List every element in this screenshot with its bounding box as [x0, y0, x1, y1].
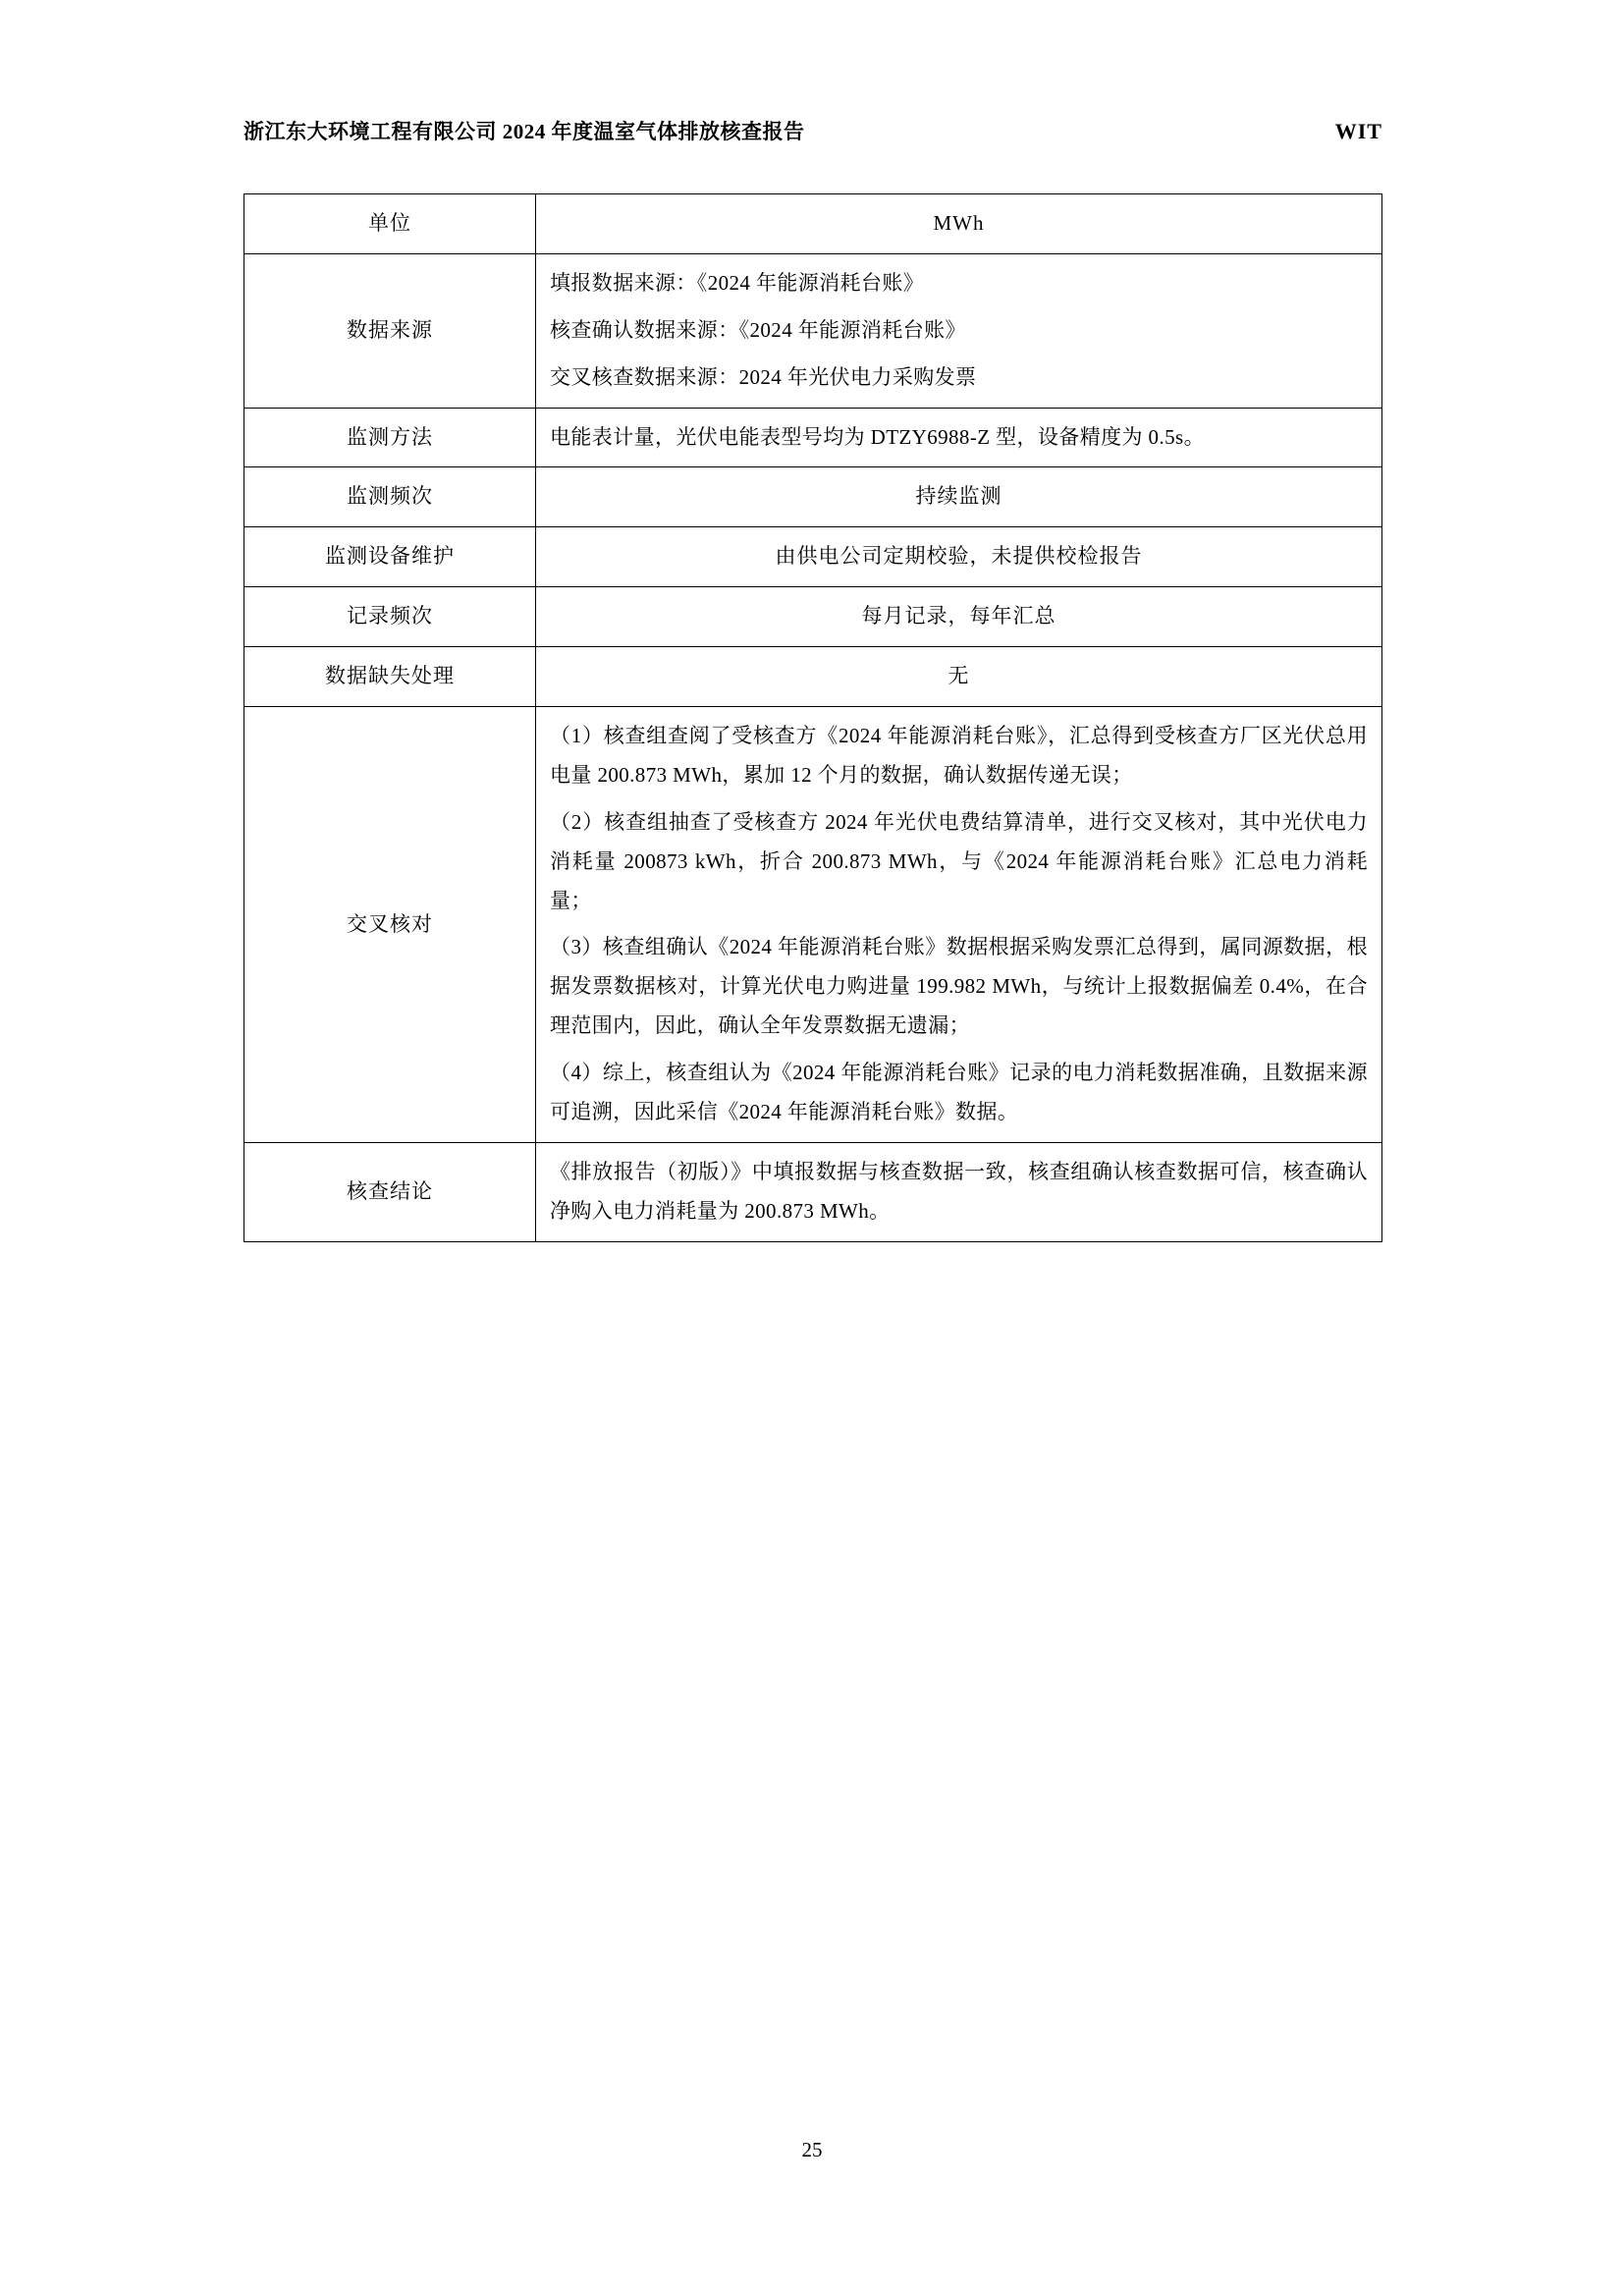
table-row [244, 253, 1382, 408]
header-logo-text: WIT [1334, 119, 1382, 143]
row-value-missing-data: 无 [536, 647, 1382, 707]
paragraph: （4）综上，核查组认为《2024 年能源消耗台账》记录的电力消耗数据准确，且数据来源可追溯，因此采信《2024 年能源消耗台账》数据。 [550, 1061, 1368, 1124]
table-row [244, 1142, 1382, 1241]
table-row [244, 527, 1382, 587]
row-label-monitoring-method: 监测方法 [244, 408, 536, 467]
paragraph: 交叉核查数据来源：2024 年光伏电力采购发票 [550, 364, 977, 389]
page-header [244, 116, 1382, 145]
table-row [244, 707, 1382, 1143]
verification-table [244, 193, 1382, 1242]
table-body [244, 194, 1382, 1242]
row-value-conclusion [536, 1142, 1382, 1241]
paragraph: 核查确认数据来源：《2024 年能源消耗台账》 [550, 317, 966, 342]
row-value-monitoring-frequency: 持续监测 [536, 467, 1382, 527]
row-label-data-source: 数据来源 [244, 253, 536, 408]
row-value-equipment-maintenance: 由供电公司定期校验，未提供校检报告 [536, 527, 1382, 587]
table-row [244, 587, 1382, 647]
paragraph: 《排放报告（初版）》中填报数据与核查数据一致，核查组确认核查数据可信，核查确认净购入电力消耗量为 200.873 MWh。 [550, 1159, 1368, 1223]
paragraph: （1）核查组查阅了受核查方《2024 年能源消耗台账》，汇总得到受核查方厂区光伏总用电量 200.873 MWh，累加 12 个月的数据，确认数据传递无误； [550, 724, 1368, 787]
row-label-monitoring-frequency: 监测频次 [244, 467, 536, 527]
table-row [244, 408, 1382, 467]
paragraph: （2）核查组抽查了受核查方 2024 年光伏电费结算清单，进行交叉核对，其中光伏电力消耗量 200873 kWh，折合 200.873 MWh，与《2024 年能源消耗台账》汇总电力消耗量； [550, 809, 1368, 912]
row-value-data-source [536, 253, 1382, 408]
row-label-record-frequency: 记录频次 [244, 587, 536, 647]
paragraph: （3）核查组确认《2024 年能源消耗台账》数据根据采购发票汇总得到，属同源数据，根据发票数据核对，计算光伏电力购进量 199.982 MWh，与统计上报数据偏差 0.4%，在合理范围内，因此，确认全年发票数据无遗漏； [550, 935, 1368, 1038]
row-value-cross-check [536, 707, 1382, 1143]
table-row [244, 647, 1382, 707]
paragraph: 电能表计量，光伏电能表型号均为 DTZY6988-Z 型，设备精度为 0.5s。 [550, 424, 1205, 449]
table-row [244, 467, 1382, 527]
paragraph: 填报数据来源：《2024 年能源消耗台账》 [550, 270, 925, 295]
row-value-monitoring-method [536, 408, 1382, 467]
page-number: 25 [801, 2138, 823, 2161]
header-title: 浙江东大环境工程有限公司 2024 年度温室气体排放核查报告 [244, 120, 805, 143]
row-value-unit: MWh [536, 194, 1382, 254]
row-value-record-frequency: 每月记录，每年汇总 [536, 587, 1382, 647]
row-label-cross-check: 交叉核对 [244, 707, 536, 1143]
table-row [244, 194, 1382, 254]
row-label-missing-data: 数据缺失处理 [244, 647, 536, 707]
row-label-equipment-maintenance: 监测设备维护 [244, 527, 536, 587]
row-label-unit: 单位 [244, 194, 536, 254]
row-label-conclusion: 核查结论 [244, 1142, 536, 1241]
